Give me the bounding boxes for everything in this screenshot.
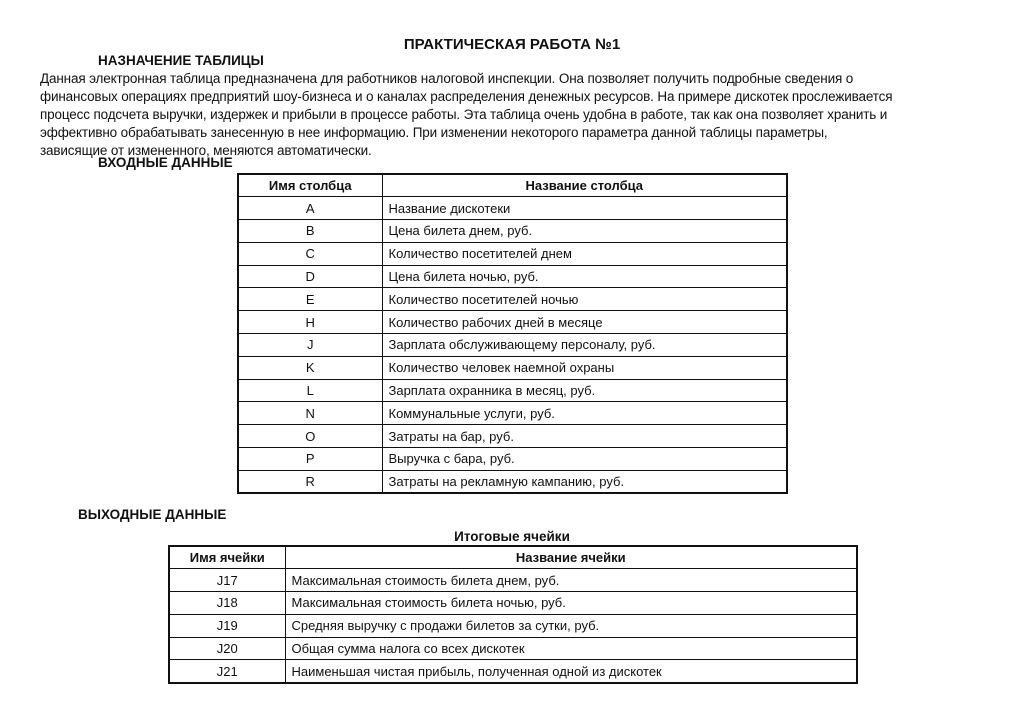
table-row	[238, 470, 787, 493]
table-row	[238, 379, 787, 402]
description-paragraph	[40, 70, 892, 160]
cell-description: Цена билета днем, руб.	[382, 220, 787, 243]
output-heading: ВЫХОДНЫЕ ДАННЫЕ	[78, 507, 227, 522]
column-header: Имя ячейки	[169, 546, 285, 569]
cell-description: Количество человек наемной охраны	[382, 356, 787, 379]
table-row	[169, 592, 857, 615]
cell-name: D	[238, 265, 382, 288]
cell-name: N	[238, 402, 382, 425]
cell-description: Количество посетителей днем	[382, 242, 787, 265]
table-row	[169, 569, 857, 592]
page-title: ПРАКТИЧЕСКАЯ РАБОТА №1	[403, 36, 621, 53]
table-row	[238, 242, 787, 265]
cell-description: Выручка с бара, руб.	[382, 448, 787, 471]
cell-description: Количество посетителей ночью	[382, 288, 787, 311]
column-header: Имя столбца	[238, 174, 382, 197]
cell-description: Затраты на бар, руб.	[382, 425, 787, 448]
table-row	[238, 265, 787, 288]
cell-name: K	[238, 356, 382, 379]
table-row	[238, 448, 787, 471]
table-row	[169, 660, 857, 683]
cell-description: Коммунальные услуги, руб.	[382, 402, 787, 425]
cell-name: E	[238, 288, 382, 311]
cell-description: Количество рабочих дней в месяце	[382, 311, 787, 334]
table-row	[238, 288, 787, 311]
table-row	[238, 197, 787, 220]
cell-description: Средняя выручку с продажи билетов за сутки, руб.	[285, 614, 857, 637]
cell-description: Название дискотеки	[382, 197, 787, 220]
input-heading: ВХОДНЫЕ ДАННЫЕ	[98, 155, 233, 170]
paragraph-line: Данная электронная таблица предназначена для работников налоговой инспекции. Она позволяет получить подробные сведения о	[40, 71, 854, 86]
cell-name: O	[238, 425, 382, 448]
cell-description: Цена билета ночью, руб.	[382, 265, 787, 288]
cell-description: Зарплата охранника в месяц, руб.	[382, 379, 787, 402]
table-row	[238, 356, 787, 379]
output-table	[168, 545, 858, 684]
cell-description: Общая сумма налога со всех дискотек	[285, 637, 857, 660]
table-row	[238, 311, 787, 334]
cell-name: J	[238, 334, 382, 357]
table-row	[238, 425, 787, 448]
cell-name: B	[238, 220, 382, 243]
cell-description: Зарплата обслуживающему персоналу, руб.	[382, 334, 787, 357]
cell-name: L	[238, 379, 382, 402]
table-row	[169, 637, 857, 660]
cell-name: R	[238, 470, 382, 493]
purpose-heading: НАЗНАЧЕНИЕ ТАБЛИЦЫ	[98, 53, 264, 68]
output-caption: Итоговые ячейки	[454, 529, 570, 544]
cell-name: J17	[169, 569, 285, 592]
cell-description: Максимальная стоимость билета ночью, руб.	[285, 592, 857, 615]
input-table	[237, 173, 788, 494]
cell-name: H	[238, 311, 382, 334]
paragraph-line: процесс подсчета выручки, издержек и прибыли в процессе работы. Эта таблица очень удобна в работе, так как она позволяет хранить и	[40, 107, 888, 122]
table-row	[238, 402, 787, 425]
table-row	[238, 220, 787, 243]
cell-description: Максимальная стоимость билета днем, руб.	[285, 569, 857, 592]
column-header: Название столбца	[382, 174, 787, 197]
column-header: Название ячейки	[285, 546, 857, 569]
cell-name: P	[238, 448, 382, 471]
paragraph-line: финансовых операциях предприятий шоу-бизнеса и о каналах распределения денежных ресурсов. На примере дискотек прослеживается	[40, 89, 893, 104]
cell-name: J18	[169, 592, 285, 615]
cell-name: J20	[169, 637, 285, 660]
cell-description: Наименьшая чистая прибыль, полученная одной из дискотек	[285, 660, 857, 683]
cell-description: Затраты на рекламную кампанию, руб.	[382, 470, 787, 493]
paragraph-line: эффективно обрабатывать занесенную в нее информацию. При изменении некоторого параметра данной таблицы параметры,	[40, 125, 828, 140]
table-row	[238, 334, 787, 357]
cell-name: J21	[169, 660, 285, 683]
cell-name: J19	[169, 614, 285, 637]
cell-name: C	[238, 242, 382, 265]
table-row	[169, 614, 857, 637]
cell-name: A	[238, 197, 382, 220]
paragraph-line: зависящие от измененного, меняются автоматически.	[40, 143, 372, 158]
